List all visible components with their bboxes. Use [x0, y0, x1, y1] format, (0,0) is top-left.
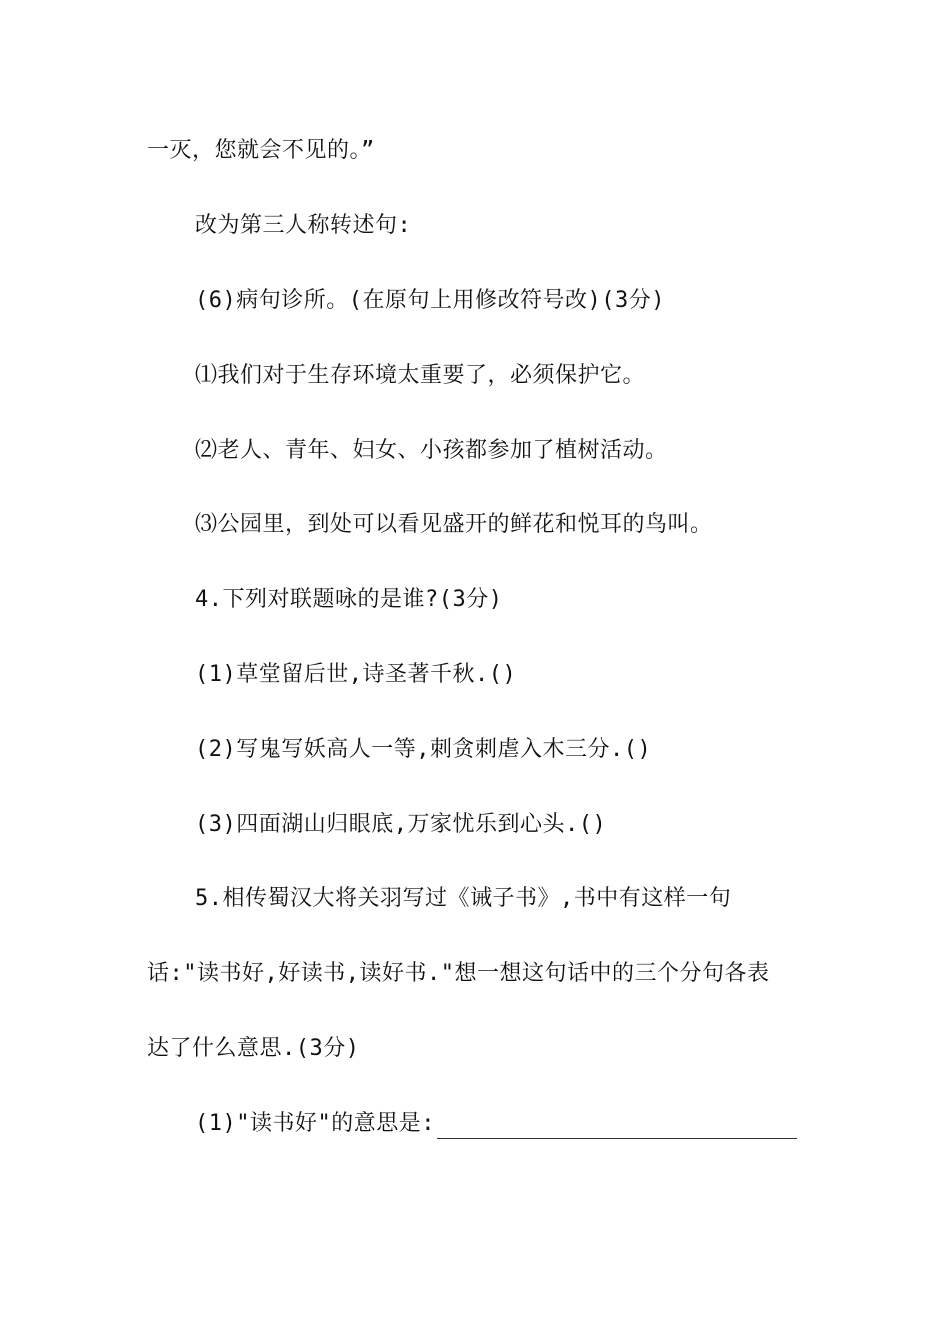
- text-line-couplet-2: (2)写鬼写妖高人一等,刺贪刺虐入木三分.(): [195, 737, 652, 762]
- text-line-question-5-cont: 话:"读书好,好读书,读好书."想一想这句话中的三个分句各表: [147, 961, 770, 986]
- text-line-couplet-1: (1)草堂留后世,诗圣著千秋.(): [195, 662, 517, 687]
- text-line-question-5-end: 达了什么意思.(3分): [147, 1036, 360, 1061]
- text-line-question-4: 4.下列对联题咏的是谁?(3分): [195, 587, 503, 612]
- text-line-sentence-3: ⑶公园里，到处可以看见盛开的鲜花和悦耳的鸟叫。: [195, 512, 713, 537]
- answer-blank[interactable]: [437, 1116, 797, 1139]
- text-line-continuation: 一灭，您就会不见的。”: [147, 138, 375, 163]
- text-line-question-6: (6)病句诊所。(在原句上用修改符号改)(3分): [195, 288, 665, 313]
- text-line-question-5: 5.相传蜀汉大将关羽写过《诫子书》,书中有这样一句: [195, 886, 732, 911]
- text-line-couplet-3: (3)四面湖山归眼底,万家忧乐到心头.(): [195, 812, 607, 837]
- text-line-instruction: 改为第三人称转述句:: [195, 213, 412, 238]
- text-line-sentence-2: ⑵老人、青年、妇女、小孩都参加了植树活动。: [195, 438, 668, 463]
- answer-prompt: (1)"读书好"的意思是:: [195, 1111, 435, 1136]
- text-line-sentence-1: ⑴我们对于生存环境太重要了，必须保护它。: [195, 363, 646, 388]
- answer-line-1: [195, 1109, 797, 1139]
